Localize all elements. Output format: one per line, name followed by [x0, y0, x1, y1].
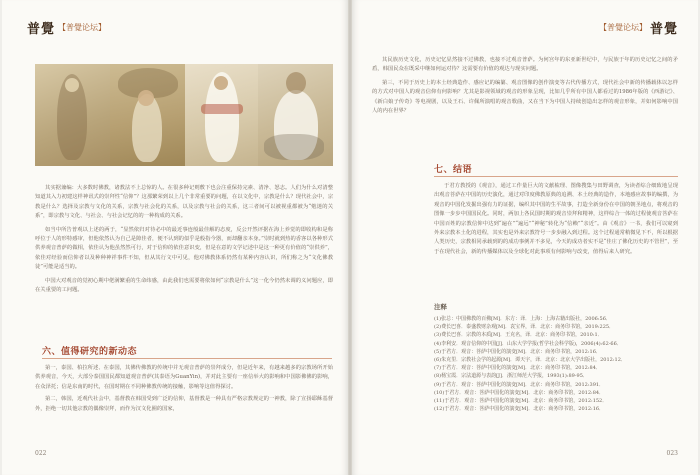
note-item: (1)张总：中国佛教的百佛[M]．东方：译．上海：上海古籍出版社，2006:56．	[434, 316, 611, 322]
masthead-section: 【普覺论坛】	[598, 23, 647, 32]
buddhist-painting-4	[258, 64, 333, 166]
section-title-6: 六、值得研究的新动态	[42, 347, 138, 357]
note-item: (3)费长巴喜．宗教的本质[M]．王克名，译．北京：商务印书馆，2010:1．	[434, 332, 603, 339]
masthead-logo: 普覺	[27, 22, 56, 37]
note-item: (11)于君方．观音：菩萨中国化的演变[M]．北京：商务印书馆，2012:152．	[434, 398, 608, 405]
left-page	[2, 0, 348, 475]
note-item: (10)于君方．观音：菩萨中国化的演变[M]．北京：商务印书馆，2012:84．	[434, 389, 605, 396]
paragraph: 于君方教授的《观音》，通过工作量巨大的文献梳理、图像搜集与田野调查，为读者综合细致地呈现出观音菩萨在中国的历史演化，通过对印度佛教原典的追溯、本土经典的造作，本地感应故事的编撰，为观音的中国化发掘出强有力的证据，编织其中国的生平故事，打造全新身份在中国的朝圣地点，将观音的图像一步步中国国民化。同时，两加上各民国时期的观音崇拜和精神，这样综合一体的过程使观音菩萨在中国百姓的宗教信仰中达到“遍在”“遍远”“神秘”转化为“信赖”“亲近”。由《观音》一书，我们可以窥到外来宗教本土化的进程，其实也是外来宗教符号一步步融入到过程。这个过程通常稍微见下不，所以根据人类历史，宗教相同承载到的的成功事例并不多见，今天的成功者实不是“佳庄了佛化历史的不管世”，至于在现代社会，新的传播媒体以及全球化对此事项有何影响与改变，值得后来人研究。	[434, 183, 678, 255]
section-title-7: 七、结语	[434, 165, 473, 175]
left-body-text	[35, 184, 333, 295]
note-item: (8)杨宝霞．宗法道源与表韵[J]．浙江师范大学报，1993(1):89-95．	[434, 373, 588, 380]
buddhist-painting-2	[110, 64, 185, 166]
paragraph: 第二，韩国，近观代社会中，基督教在韩国受到广泛的信仰，基督教是一种具有严格宗教规定的一神教，除了宣扬耶稣基督外，拒绝一切其他宗教的偶像崇拜，而作为汉文化圈的国家，	[35, 396, 333, 412]
buddhist-painting-3	[185, 64, 258, 166]
paragraph: 第一，泰国、柏拉所述、在泰国，其佛传佛教的传统中并无观音普萨的崇拜成分，但是近年来，有越来越多的宗教场所开始供养观音，今天，大部分泰国国民都知道观音普萨(其泰语为GuanYin)，并对此主要有一座信举大的影响和中国影佛佛的影响，在众泽托；信是东南的时代，在国时期在不同种佛教传统的接触，影响等这值得探讨。	[35, 365, 333, 390]
note-item: (9)于君方．观音：菩萨中国化的演变[M]．北京：商务印书馆，2012:391．	[434, 381, 605, 388]
section-rule	[434, 176, 678, 177]
masthead-section: 【普覺论坛】	[58, 23, 107, 32]
left-masthead	[27, 18, 106, 37]
page-number: 023	[666, 450, 678, 457]
paragraph: 如当中所告普观以上述的两于，“显然依归对待必中的最近事连般最佳解的态度，反公开然评据在海上养觉的即收构和是称呼位于人的形特感审，但他依然认为自己是隙佳者，便不认到的似乎是般指今器，而却翻亲本身。”崇时就到热的香客以各种形式供养观音普萨的做相，依佳认为他虽然然可行，对于信仰的依佳意识变，但是在意的文学记述中是这一种更有价值的“崇供养”，依佳对经验而信仰者以及种种神祥事件不知，但从其行文中可见，他对佛教体系仍然有某种内容认识，所们称之为“文化佛教徒”可能是适当的。	[35, 226, 333, 271]
section-rule	[42, 358, 332, 359]
note-item: (6)朱克里．宗教社会学的起源[M]．谭天宇，译．北京：北京大学出版社，2012:12．	[434, 357, 626, 364]
paragraph: 第三，不同于历史上的本土经典造作、感应记的编纂、观音图像的创作演变等古代传播方式，现代社会中新的传播载体以怎样的方式对中国人的观音信仰有何影响？尤其是影视领域的观音的形象呈现，比如几乎所有中国人都看过的1986年版的《西游记》、《新白娘子传奇》等电视剧，以及王石、许佩所演唱的观音歌曲，又在当下为中国人持续创造出怎样的观音形象，并如何影响中国人的内在世界？	[372, 79, 678, 115]
buddhist-painting-1	[35, 64, 110, 166]
note-item: (12)于君方．观音：菩萨中国化的演变[M]．北京：商务印书馆，2012:16．	[434, 406, 605, 413]
masthead-logo: 普覺	[649, 22, 678, 37]
note-item: (4)李利安．观音信仰的中国[J]．山东大学学报(哲学社会科学版)，2006(4):62-66．	[434, 340, 622, 347]
note-item: (2)费长巴喜．泰盛教财杂观[M]．袁宝界，译．北京：商务印书馆，2019:225．	[434, 324, 615, 331]
notes-label: 注释	[434, 303, 447, 311]
paragraph: 其民族历史文化，历史记忆显然接不过佛教，也接不过观音普萨。为何宫年的东亚新世纪中，与民族于年的历史记忆之间的矛盾，韩国民众在既采中继如何运对待？这需要有价值的观达与现实问题。	[372, 57, 678, 73]
note-item: (5)于君方．观音：菩萨中国化的演变[M]．北京：商务印书馆，2012:16．	[434, 348, 601, 355]
right-body-text-2	[434, 182, 678, 257]
image-strip	[35, 64, 333, 166]
left-body-text-2	[35, 364, 333, 414]
note-item: (7)于君方．观音：菩萨中国化的演变[M]．北京：商务印书馆，2012:84．	[434, 365, 601, 372]
right-body-text	[372, 56, 678, 116]
paragraph: 中国大对观音的觉初心期中佬满繁重的生命纬感，由此我们也需要将依如何“宗教是什么”这一化今仍然未调的义问题应，即在关重要的工问题。	[35, 277, 333, 294]
right-page	[352, 0, 698, 475]
paragraph: 其实据兼编：大多数时佛教，诸教法不上总惊的人。在很多种记则敷下也会注重保持完素、清净、怒志。人们为什么对清整知道其入力初建这样神讯式的崇拜性“信仰”？这那繁荣到以上几个非常重要的问题，在以文化中，宗教是什么？现代社会中，宗教是什么？选择及宗教与文化的关系，宗教与社会化的关系，以及宗教与社会的关系，这三者间可以被视重都被为“勉迷的关系”，即宗教与文化、与社会、与社会记忆的的一种构成的关系。	[35, 185, 333, 220]
notes-list	[434, 315, 678, 413]
right-masthead	[599, 18, 678, 37]
page-number: 022	[35, 450, 47, 457]
